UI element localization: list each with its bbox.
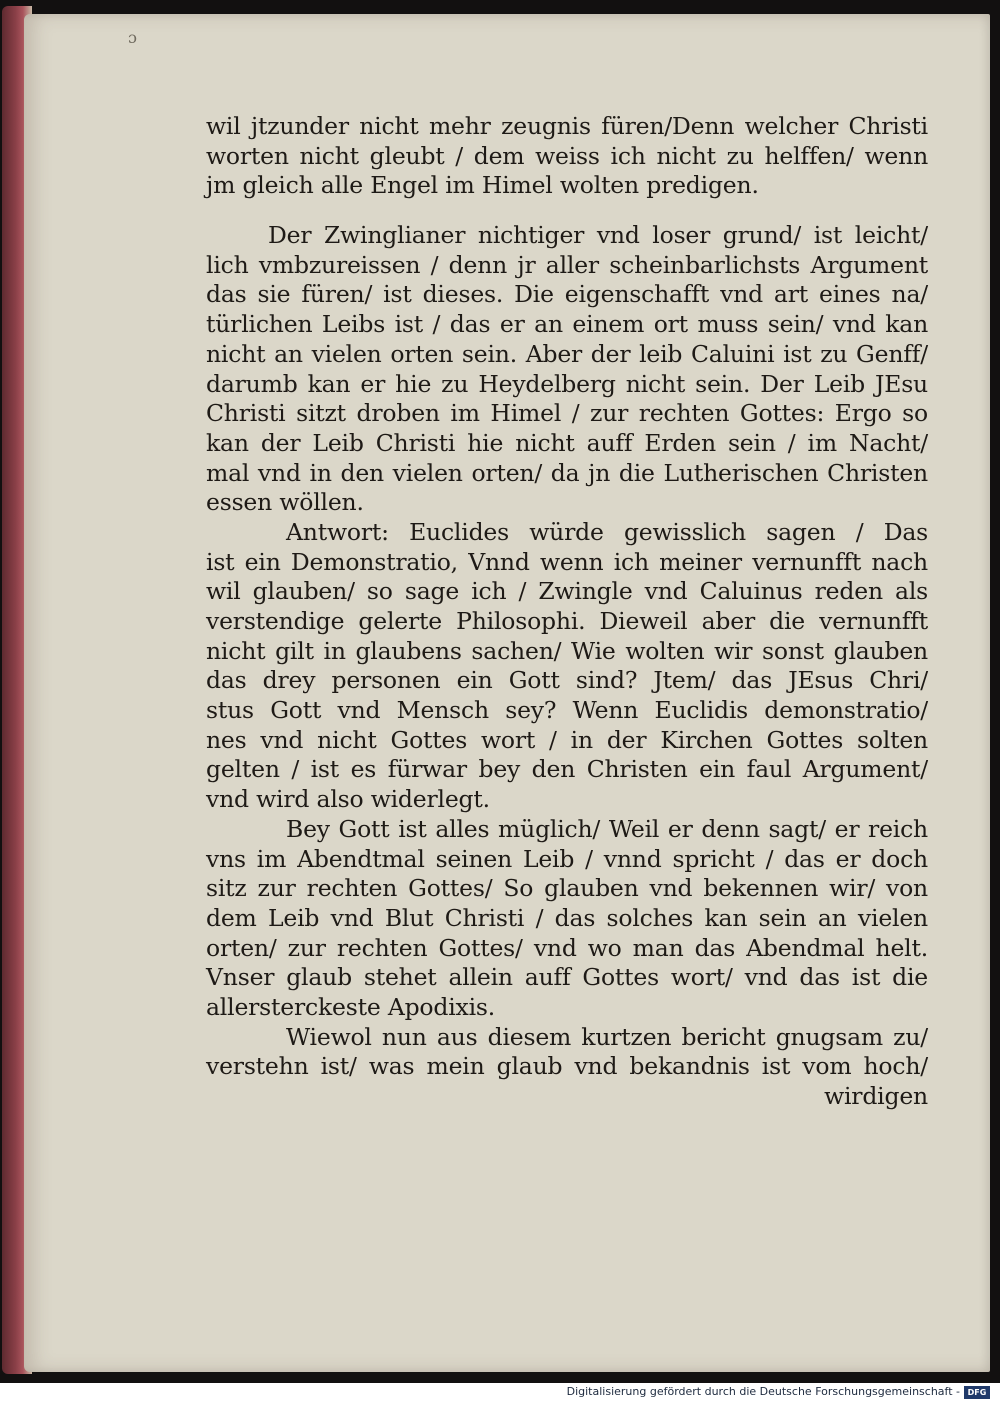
paragraph-gap bbox=[206, 201, 928, 221]
corner-mark: ɔ bbox=[128, 28, 137, 47]
digitization-footer bbox=[0, 1383, 1000, 1403]
text-line: ist ein Demonstratio, Vnnd wenn ich meiner vernunfft nach bbox=[206, 547, 928, 576]
dfg-logo-icon: DFG bbox=[964, 1386, 990, 1399]
text-line: kan der Leib Christi hie nicht auff Erden sein / im Nacht/ bbox=[206, 428, 928, 457]
catchword: wirdigen bbox=[824, 1082, 928, 1110]
paragraph bbox=[206, 221, 928, 518]
text-line: Bey Gott ist alles müglich/ Weil er denn sagt/ er reich bbox=[286, 814, 928, 843]
text-line: Vnser glaub stehet allein auff Gottes wort/ vnd das ist die bbox=[206, 963, 928, 992]
text-line: nes vnd nicht Gottes wort / in der Kirchen Gottes solten bbox=[206, 725, 928, 754]
text-line: lich vmbzureissen / denn jr aller scheinbarlichsts Argument bbox=[206, 250, 928, 279]
text-line: dem Leib vnd Blut Christi / das solches kan sein an vielen bbox=[206, 903, 928, 932]
text-line: Christi sitzt droben im Himel / zur rechten Gottes: Ergo so bbox=[206, 399, 928, 428]
text-line: türlichen Leibs ist / das er an einem ort muss sein/ vnd kan bbox=[206, 310, 928, 339]
footer-credit: Digitalisierung gefördert durch die Deutsche Forschungsgemeinschaft - bbox=[566, 1385, 960, 1398]
text-line: sitz zur rechten Gottes/ So glauben vnd bekennen wir/ von bbox=[206, 874, 928, 903]
text-line: verstehn ist/ was mein glaub vnd bekandnis ist vom hoch/ bbox=[206, 1052, 928, 1081]
paragraph bbox=[206, 815, 928, 1023]
text-line: das sie füren/ ist dieses. Die eigenschafft vnd art eines na/ bbox=[206, 280, 928, 309]
text-line: jm gleich alle Engel im Himel wolten predigen. bbox=[206, 171, 759, 200]
text-line: stus Gott vnd Mensch sey? Wenn Euclidis demonstratio/ bbox=[206, 696, 928, 725]
text-line: das drey personen ein Gott sind? Jtem/ das JEsus Chri/ bbox=[206, 666, 928, 695]
text-line: Der Zwinglianer nichtiger vnd loser grund/ ist leicht/ bbox=[268, 221, 928, 250]
text-line: vns im Abendtmal seinen Leib / vnnd spricht / das er doch bbox=[206, 844, 928, 873]
paragraph bbox=[206, 518, 928, 815]
text-line: vnd wird also widerlegt. bbox=[206, 785, 490, 814]
text-line: verstendige gelerte Philosophi. Dieweil aber die vernunfft bbox=[206, 607, 928, 635]
text-line: darumb kan er hie zu Heydelberg nicht sein. Der Leib JEsu bbox=[206, 369, 928, 398]
text-line: gelten / ist es fürwar bey den Christen ein faul Argument/ bbox=[206, 755, 928, 784]
text-line: wil glauben/ so sage ich / Zwingle vnd Caluinus reden als bbox=[206, 577, 928, 606]
text-line: Wiewol nun aus diesem kurtzen bericht gnugsam zu/ bbox=[286, 1022, 928, 1051]
text-line: wil jtzunder nicht mehr zeugnis füren/Denn welcher Christi bbox=[206, 112, 928, 140]
text-line: worten nicht gleubt / dem weiss ich nicht zu helffen/ wenn bbox=[206, 141, 928, 170]
text-line: orten/ zur rechten Gottes/ vnd wo man das Abendmal helt. bbox=[206, 933, 928, 962]
paragraph bbox=[206, 1023, 928, 1082]
text-line: nicht gilt in glaubens sachen/ Wie wolten wir sonst glauben bbox=[206, 636, 928, 665]
page-text bbox=[206, 112, 928, 1112]
paragraph bbox=[206, 112, 928, 201]
text-line: allersterckeste Apodixis. bbox=[206, 992, 496, 1021]
text-line: Antwort: Euclides würde gewisslich sagen / Das bbox=[286, 517, 928, 546]
text-line: essen wöllen. bbox=[206, 488, 364, 517]
text-line: mal vnd in den vielen orten/ da jn die Lutherischen Christen bbox=[206, 458, 928, 487]
text-line: nicht an vielen orten sein. Aber der leib Caluini ist zu Genff/ bbox=[206, 339, 928, 368]
